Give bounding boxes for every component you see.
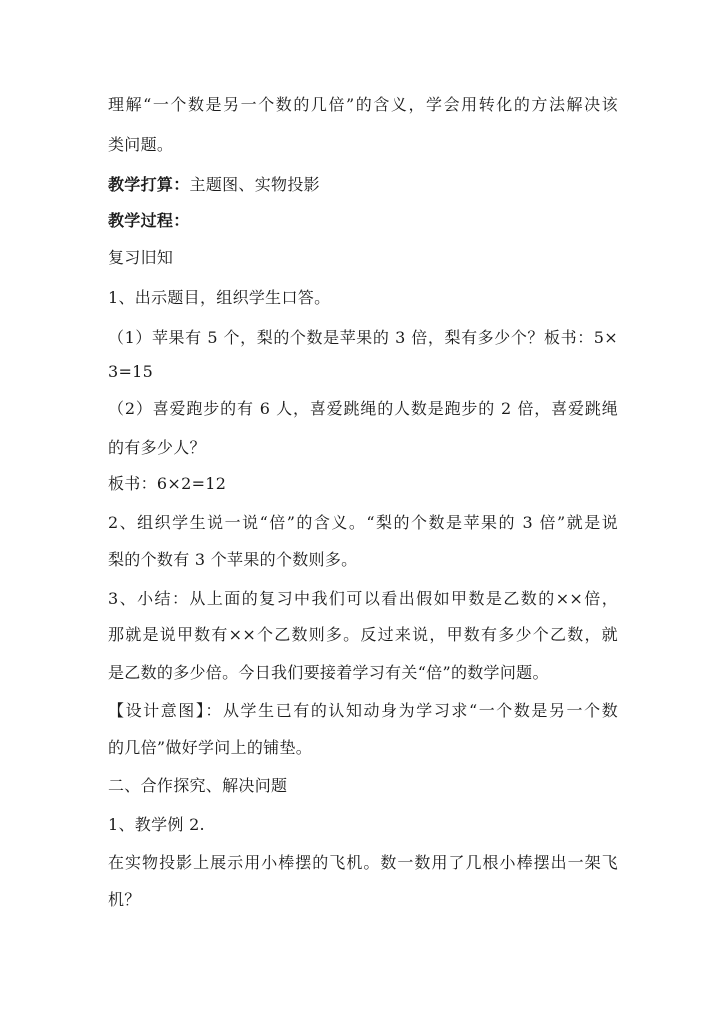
section-heading-explore: 二、合作探究、解决问题 [108,776,288,795]
subheading-review: 复习旧知 [108,248,174,267]
text-line-21: 在实物投影上展示用小棒摆的飞机。数一数用了几根小棒摆出一架飞 [108,853,618,872]
text-line-16: 是乙数的多少倍。今日我们要接着学习有关“倍”的数学问题。 [108,663,549,682]
text-line-1: 理解“一个数是另一个数的几倍”的含义，学会用转化的方法解决该 [108,95,618,114]
text-line-9: （2）喜爱跑步的有 6 人，喜爱跳绳的人数是跑步的 2 倍，喜爱跳绳 [108,399,618,418]
text-line-7: （1）苹果有 5 个，梨的个数是苹果的 3 倍，梨有多少个？板书：5× [108,328,618,347]
preparation-content: 主题图、实物投影 [189,175,320,194]
section-heading-process: 教学过程： [108,211,190,230]
text-line-20: 1、教学例 2. [108,815,205,834]
text-line-15: 那就是说甲数有××个乙数则多。反过来说，甲数有多少个乙数，就 [108,625,618,644]
text-line-12: 2、组织学生说一说“倍”的含义。“梨的个数是苹果的 3 倍”就是说 [108,513,618,532]
text-line-22: 机？ [108,890,141,909]
text-line-6: 1、出示题目，组织学生口答。 [108,288,331,307]
text-line-8: 3=15 [108,362,154,381]
text-line-3 [108,175,618,195]
text-line-13: 梨的个数有 3 个苹果的个数则多。 [108,550,358,569]
section-heading-preparation: 教学打算： [108,175,190,194]
text-line-10: 的有多少人？ [108,438,206,457]
text-line-18: 的几倍”做好学问上的铺垫。 [108,738,313,757]
text-line-14: 3、小结：从上面的复习中我们可以看出假如甲数是乙数的××倍， [108,589,618,608]
text-line-17: 【设计意图】：从学生已有的认知动身为学习求“一个数是另一个数 [108,701,618,720]
text-line-11: 板书：6×2=12 [108,474,227,493]
text-line-2: 类问题。 [108,135,174,154]
